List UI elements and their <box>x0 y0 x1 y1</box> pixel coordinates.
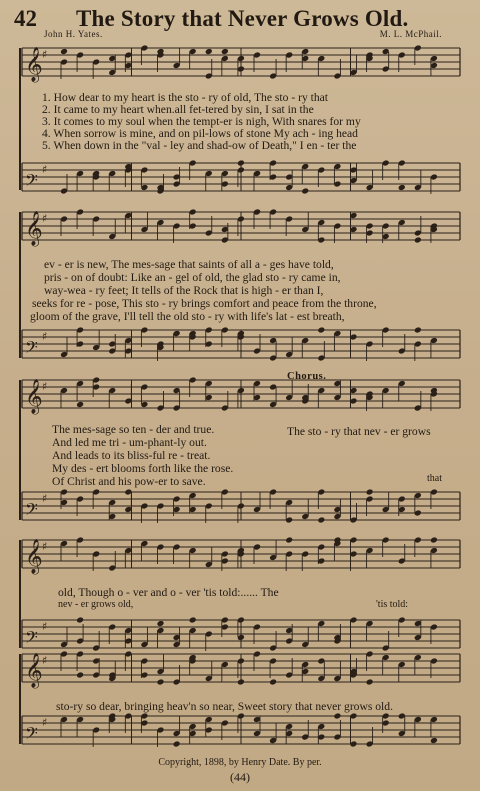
page-number: (44) <box>230 770 250 784</box>
bass-clef-icon: 𝄢 <box>25 499 38 523</box>
verse-line: way-wea - ry feet; It tells of the Rock that is high - er than I, <box>44 284 324 297</box>
verse-line: 3. It comes to my soul when the tempt-er is nigh, With snares for my <box>42 115 361 128</box>
verse-line: And leads to its bliss-ful re - treat. <box>52 449 211 462</box>
chorus-line: The sto - ry that nev - er grows <box>287 425 431 438</box>
hymn-title: The Story that Never Grows Old. <box>76 6 409 31</box>
verse-line: 2. It came to my heart when.all fet-tered by sin, I sat in the <box>42 103 314 116</box>
verse-line: gloom of the grave, I'll tell the old sto - ry with life's lat - est breath, <box>30 310 345 323</box>
note-head <box>173 741 181 748</box>
note-head <box>285 537 293 544</box>
verse-line: ev - er is new, The mes-sage that saints of all a - ges have told, <box>44 258 334 271</box>
note-head <box>301 188 309 195</box>
treble-clef-icon: 𝄞 <box>25 539 43 574</box>
bass-clef-icon: 𝄢 <box>25 723 38 747</box>
verse-line: 1. How dear to my heart is the sto - ry of old, The sto - ry that <box>42 91 329 104</box>
sharp-icon: ♯ <box>42 380 48 393</box>
sharp-icon: ♯ <box>42 48 48 61</box>
verse-line: pris - on of doubt: Like an - gel of old, the glad sto - ry came in, <box>44 271 341 284</box>
author-credit: John H. Yates. <box>44 29 103 39</box>
note-head <box>430 537 438 544</box>
note-head <box>333 713 341 720</box>
chorus-line: that <box>427 473 442 484</box>
bass-clef-icon: 𝄢 <box>25 337 38 361</box>
sharp-icon: ♯ <box>42 492 48 505</box>
note-head <box>205 48 213 55</box>
hymn-number: 42 <box>14 6 37 31</box>
sharp-icon: ♯ <box>42 620 48 633</box>
chorus-line: old, Though o - ver and o - ver 'tis told:...... The <box>58 586 279 599</box>
chorus-label: Chorus. <box>287 371 327 382</box>
treble-clef-icon: 𝄞 <box>25 47 43 82</box>
note-head <box>317 327 325 334</box>
verse-line: The mes-sage so ten - der and true. <box>52 423 215 436</box>
sharp-icon: ♯ <box>42 654 48 667</box>
chorus-line: sto-ry so dear, bringing heav'n so near, Sweet story that never grows old. <box>56 700 393 713</box>
note-head <box>414 327 422 334</box>
verse-line: 5. When down in the "val - ley and shad-ow of Death," I en - ter the <box>42 139 357 152</box>
bass-clef-icon: 𝄢 <box>25 627 38 651</box>
sharp-icon: ♯ <box>42 330 48 343</box>
treble-clef-icon: 𝄞 <box>25 653 43 688</box>
verse-line: 4. When sorrow is mine, and on pil-lows of stone My ach - ing head <box>42 127 358 140</box>
copyright-notice: Copyright, 1898, by Henry Date. By per. <box>158 757 322 768</box>
note-head <box>76 401 84 408</box>
note-head <box>366 489 374 496</box>
note-head <box>189 617 197 624</box>
note-head <box>269 679 277 686</box>
verse-line: Of Christ and his pow-er to save. <box>52 475 206 488</box>
note-head <box>414 237 422 244</box>
verse-line: And led me tri - um-phant-ly out. <box>52 436 207 449</box>
note-head <box>237 679 245 686</box>
composer-credit: M. L. McPhail. <box>379 29 442 39</box>
verse-line: My des - ert blooms forth like the rose. <box>52 462 234 475</box>
sharp-icon: ♯ <box>42 540 48 553</box>
sharp-icon: ♯ <box>42 716 48 729</box>
chorus-line: nev - er grows old, <box>58 599 134 610</box>
note-head <box>157 620 165 627</box>
note-head <box>366 679 374 686</box>
verse-line: seeks for re - pose, This sto - ry brings comfort and peace from the throne, <box>32 297 377 310</box>
note-head <box>317 517 325 524</box>
note-head <box>430 737 438 744</box>
note-head <box>398 184 406 191</box>
sharp-icon: ♯ <box>42 163 48 176</box>
treble-clef-icon: 𝄞 <box>25 379 43 414</box>
note-head <box>60 48 68 55</box>
sharp-icon: ♯ <box>42 212 48 225</box>
note-head <box>237 160 245 167</box>
chorus-line: 'tis told: <box>376 599 409 610</box>
note-head <box>76 672 84 679</box>
note-head <box>157 679 165 686</box>
note-head <box>76 617 84 624</box>
treble-clef-icon: 𝄞 <box>25 211 43 246</box>
note-head <box>221 48 229 55</box>
bass-clef-icon: 𝄢 <box>25 170 38 194</box>
